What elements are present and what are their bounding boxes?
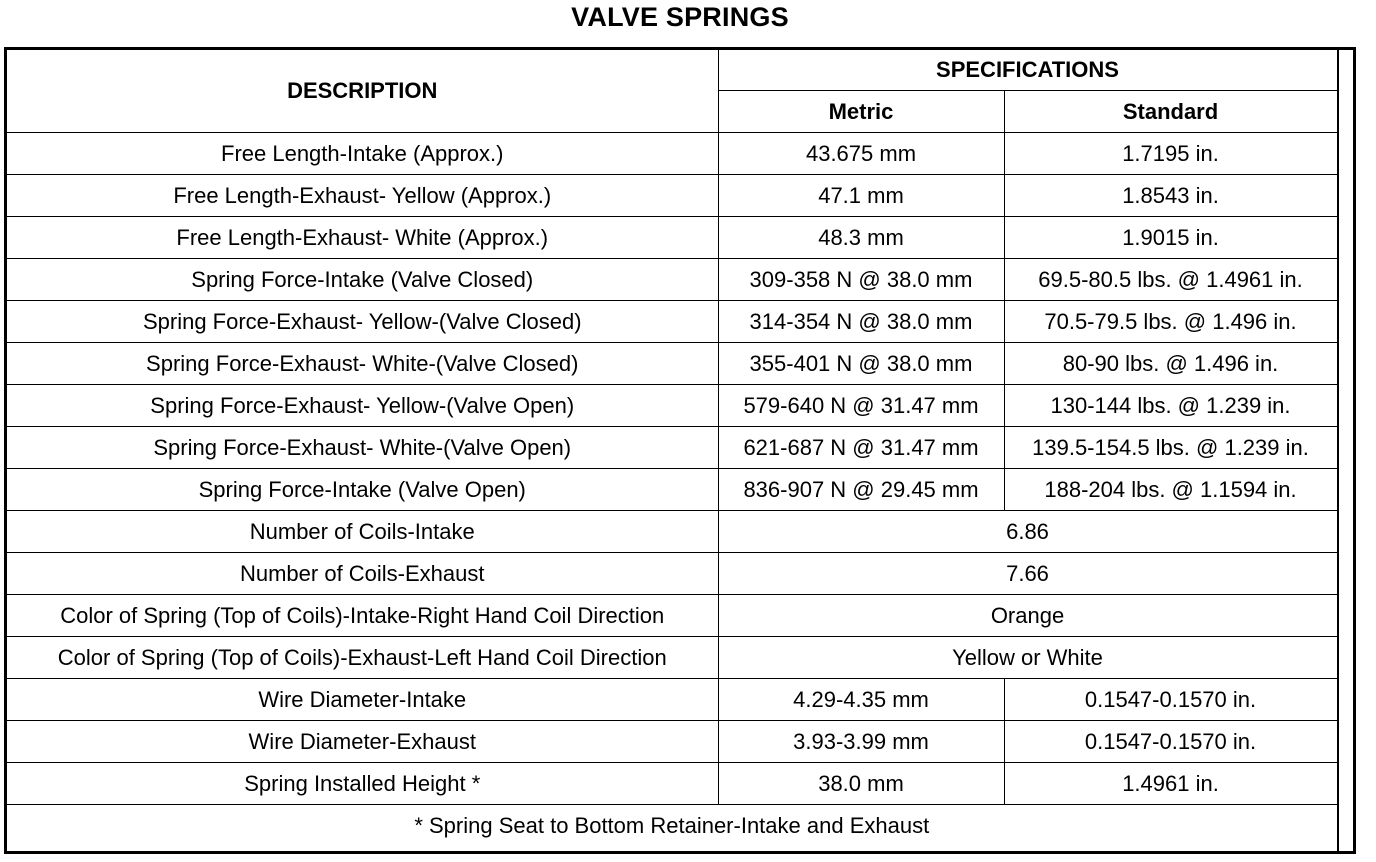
row-value: Orange — [718, 595, 1337, 637]
row-standard: 1.8543 in. — [1004, 175, 1337, 217]
footnote: * Spring Seat to Bottom Retainer-Intake and Exhaust — [7, 805, 1337, 847]
table-row — [7, 217, 1337, 259]
row-description: Spring Force-Intake (Valve Open) — [7, 469, 718, 511]
table-row — [7, 763, 1337, 805]
row-standard: 70.5-79.5 lbs. @ 1.496 in. — [1004, 301, 1337, 343]
page-title: VALVE SPRINGS — [571, 2, 789, 32]
row-standard: 80-90 lbs. @ 1.496 in. — [1004, 343, 1337, 385]
row-description: Spring Force-Exhaust- Yellow-(Valve Open) — [7, 385, 718, 427]
metric-header: Metric — [718, 91, 1004, 133]
row-metric: 355-401 N @ 38.0 mm — [718, 343, 1004, 385]
row-value: Yellow or White — [718, 637, 1337, 679]
table-row — [7, 301, 1337, 343]
table-row — [7, 679, 1337, 721]
row-metric: 38.0 mm — [718, 763, 1004, 805]
row-standard: 188-204 lbs. @ 1.1594 in. — [1004, 469, 1337, 511]
row-description: Color of Spring (Top of Coils)-Exhaust-Left Hand Coil Direction — [7, 637, 718, 679]
description-header: DESCRIPTION — [7, 50, 718, 133]
row-standard: 139.5-154.5 lbs. @ 1.239 in. — [1004, 427, 1337, 469]
table-row — [7, 385, 1337, 427]
table-row-merged — [7, 511, 1337, 553]
row-description: Wire Diameter-Exhaust — [7, 721, 718, 763]
row-description: Free Length-Exhaust- Yellow (Approx.) — [7, 175, 718, 217]
row-standard: 1.9015 in. — [1004, 217, 1337, 259]
footnote-row — [7, 805, 1337, 847]
row-metric: 314-354 N @ 38.0 mm — [718, 301, 1004, 343]
valve-springs-table — [7, 50, 1338, 846]
row-metric: 43.675 mm — [718, 133, 1004, 175]
table-row — [7, 259, 1337, 301]
row-description: Spring Installed Height * — [7, 763, 718, 805]
table-row — [7, 175, 1337, 217]
row-standard: 1.7195 in. — [1004, 133, 1337, 175]
standard-header: Standard — [1004, 91, 1337, 133]
row-standard: 69.5-80.5 lbs. @ 1.4961 in. — [1004, 259, 1337, 301]
row-description: Wire Diameter-Intake — [7, 679, 718, 721]
header-row — [7, 50, 1337, 91]
row-metric: 309-358 N @ 38.0 mm — [718, 259, 1004, 301]
row-description: Spring Force-Exhaust- Yellow-(Valve Closed) — [7, 301, 718, 343]
row-description: Spring Force-Exhaust- White-(Valve Closed) — [7, 343, 718, 385]
table-row — [7, 427, 1337, 469]
row-metric: 579-640 N @ 31.47 mm — [718, 385, 1004, 427]
row-standard: 130-144 lbs. @ 1.239 in. — [1004, 385, 1337, 427]
table-row-merged — [7, 595, 1337, 637]
row-metric: 47.1 mm — [718, 175, 1004, 217]
row-description: Number of Coils-Exhaust — [7, 553, 718, 595]
row-description: Spring Force-Intake (Valve Closed) — [7, 259, 718, 301]
row-value: 7.66 — [718, 553, 1337, 595]
row-description: Free Length-Exhaust- White (Approx.) — [7, 217, 718, 259]
row-description: Number of Coils-Intake — [7, 511, 718, 553]
table-row — [7, 721, 1337, 763]
row-metric: 48.3 mm — [718, 217, 1004, 259]
row-value: 6.86 — [718, 511, 1337, 553]
row-standard: 0.1547-0.1570 in. — [1004, 679, 1337, 721]
row-description: Spring Force-Exhaust- White-(Valve Open) — [7, 427, 718, 469]
row-metric: 4.29-4.35 mm — [718, 679, 1004, 721]
table-row — [7, 343, 1337, 385]
row-metric: 621-687 N @ 31.47 mm — [718, 427, 1004, 469]
table-row-merged — [7, 637, 1337, 679]
row-standard: 0.1547-0.1570 in. — [1004, 721, 1337, 763]
table-row — [7, 469, 1337, 511]
row-description: Free Length-Intake (Approx.) — [7, 133, 718, 175]
specifications-header: SPECIFICATIONS — [718, 50, 1337, 91]
row-standard: 1.4961 in. — [1004, 763, 1337, 805]
row-metric: 836-907 N @ 29.45 mm — [718, 469, 1004, 511]
row-description: Color of Spring (Top of Coils)-Intake-Right Hand Coil Direction — [7, 595, 718, 637]
table-row — [7, 133, 1337, 175]
table-row-merged — [7, 553, 1337, 595]
row-metric: 3.93-3.99 mm — [718, 721, 1004, 763]
